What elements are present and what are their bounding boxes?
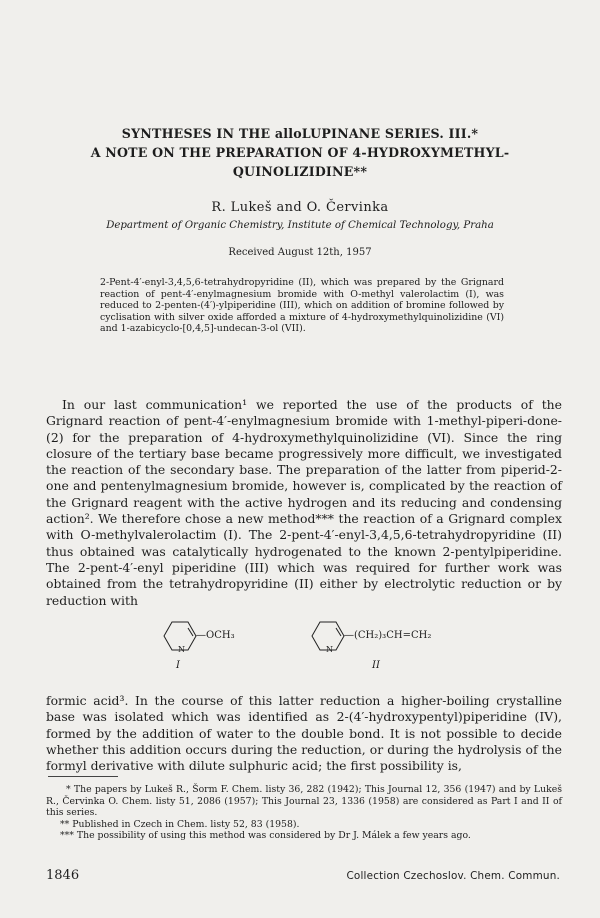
authors: R. Lukeš and O. Červinka bbox=[211, 200, 389, 215]
footnote-divider bbox=[48, 776, 118, 777]
title-line-2: A NOTE ON THE PREPARATION OF 4-HYDROXYMETHYL- bbox=[90, 145, 510, 160]
article-title bbox=[40, 124, 560, 181]
body-paragraph-2: formic acid³. In the course of this latter reduction a higher-boiling crystalline base was isolated which was identified as 2-(4′-hydroxypentyl)piperidine (IV), formed by the addition of water to the double bond. It is not possible to decide whether this addition occurs during the reduction, or during the hydrolysis of the formyl derivative with dilute sulphuric acid; the first possibility is, bbox=[46, 693, 562, 774]
footnotes bbox=[46, 784, 562, 842]
department: Department of Organic Chemistry, Institute of Chemical Technology, Praha bbox=[106, 220, 494, 231]
page-number: 1846 bbox=[46, 868, 80, 883]
abstract: 2-Pent-4′-enyl-3,4,5,6-tetrahydropyridine (II), which was prepared by the Grignard reaction of pent-4′-enylmagnesium bromide with O-methyl valerolactim (I), was reduced to 2-penten-(4′)-ylpiperidine (III), which on addition of bromine followed by cyclisation with silver oxide afforded a mixture of 4-hydroxymethylquinolizidine (VI) and 1-azabicyclo-[0,4,5]-undecan-3-ol (VII). bbox=[100, 277, 504, 334]
journal-name: Collection Czechoslov. Chem. Commun. bbox=[346, 870, 560, 882]
chemical-structures bbox=[150, 614, 470, 678]
footnote-3: *** The possibility of using this method was considered by Dr J. Málek a few years ago. bbox=[60, 830, 471, 842]
body-paragraph-1: In our last communication¹ we reported the use of the products of the Grignard reaction of pent-4′-enylmagnesium bromide with 1-methyl-piperi-done-(2) for the preparation of 4-hydroxymethylquinolizidine (VI). Since the ring closure of the tertiary base became progressively more difficult, we investigated the reaction of the secondary base. The preparation of the latter from piperid-2-one and pentenylmagnesium bromide, however is, complicated by the reaction of the Grignard reagent with the active hydrogen and its reducing and condensing action². We therefore chose a new method*** the reaction of a Grignard complex with O-methylvalerolactim (I). The 2-pent-4′-enyl-3,4,5,6-tetrahydropyridine (II) thus obtained was catalytically hydrogenated to the known 2-pentylpiperidine. The 2-pent-4′-enyl piperidine (III) which was required for further work was obtained from the tetrahydropyridine (II) either by electrolytic reduction or by reduction with bbox=[46, 397, 562, 608]
received-date: Received August 12th, 1957 bbox=[228, 247, 372, 258]
footnote-1: * The papers by Lukeš R., Šorm F. Chem. listy 36, 282 (1942); This Journal 12, 356 (1947) and by Lukeš R., Červinka O. Chem. listy 51, 2086 (1957); This Journal 23, 1336 (1958) are considered as Part I and II of this series. bbox=[46, 784, 562, 819]
structure-2-substituent: —(CH₂)₃CH=CH₂ bbox=[344, 630, 432, 641]
ring-n-1: N bbox=[178, 645, 185, 654]
structure-1-substituent: —OCH₃ bbox=[196, 630, 235, 641]
structure-1-label: I bbox=[176, 660, 180, 671]
ring-n-2: N bbox=[326, 645, 333, 654]
footnote-2: ** Published in Czech in Chem. listy 52, 83 (1958). bbox=[60, 818, 300, 830]
structure-2-label: II bbox=[372, 660, 380, 671]
title-line-1: SYNTHESES IN THE alloLUPINANE SERIES. III.* bbox=[121, 126, 479, 141]
title-line-3: QUINOLIZIDINE** bbox=[232, 164, 368, 179]
structure-drawings bbox=[150, 614, 470, 678]
